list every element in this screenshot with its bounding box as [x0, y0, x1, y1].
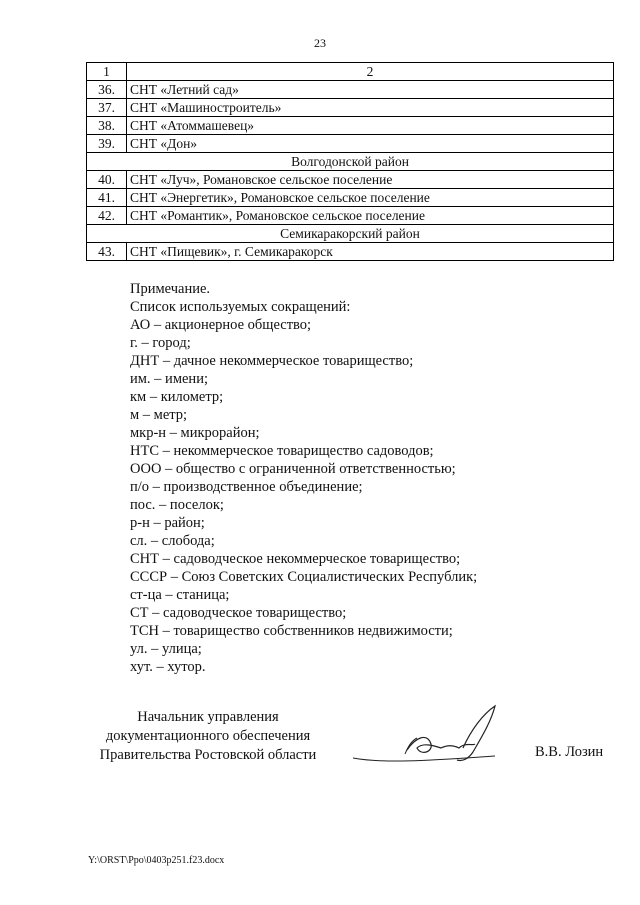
section-title: Семикаракорский район	[87, 225, 614, 243]
table-row	[87, 243, 614, 261]
abbreviation-item: СТ – садоводческое товарищество;	[130, 605, 347, 621]
header-col-1: 1	[87, 63, 127, 81]
file-path: Y:\ORST\Ppo\0403p251.f23.docx	[88, 855, 225, 866]
table-header-row	[87, 63, 614, 81]
abbreviation-item: ст-ца – станица;	[130, 587, 230, 603]
abbreviation-item: мкр-н – микрорайон;	[130, 425, 260, 441]
table-row	[87, 135, 614, 153]
signature-position	[92, 708, 324, 765]
row-number: 38.	[87, 117, 127, 135]
note-title: Примечание.	[130, 281, 211, 297]
abbreviation-item: сл. – слобода;	[130, 533, 215, 549]
position-line: Начальник управления	[137, 709, 279, 725]
section-row	[87, 225, 614, 243]
note	[130, 280, 477, 676]
abbreviation-item: ТСН – товарищество собственников недвижимости;	[130, 623, 453, 639]
row-text: СНТ «Дон»	[127, 135, 614, 153]
abbreviation-item: СССР – Союз Советских Социалистических Республик;	[130, 569, 478, 585]
note-subtitle: Список используемых сокращений:	[130, 299, 351, 315]
abbreviation-item: р-н – район;	[130, 515, 205, 531]
row-number: 43.	[87, 243, 127, 261]
row-number: 40.	[87, 171, 127, 189]
row-text: СНТ «Летний сад»	[127, 81, 614, 99]
section-row	[87, 153, 614, 171]
abbreviation-item: п/о – производственное объединение;	[130, 479, 363, 495]
table-row	[87, 117, 614, 135]
abbreviation-item: хут. – хутор.	[130, 659, 206, 675]
row-number: 37.	[87, 99, 127, 117]
table-row	[87, 81, 614, 99]
settlements-table	[86, 62, 614, 261]
abbreviation-item: ООО – общество с ограниченной ответственностью;	[130, 461, 456, 477]
row-text: СНТ «Атоммашевец»	[127, 117, 614, 135]
abbreviation-item: НТС – некоммерческое товарищество садоводов;	[130, 443, 434, 459]
handwritten-signature	[345, 698, 515, 778]
abbreviation-item: пос. – поселок;	[130, 497, 224, 513]
abbreviation-item: ДНТ – дачное некоммерческое товарищество;	[130, 353, 414, 369]
row-number: 36.	[87, 81, 127, 99]
table-row	[87, 189, 614, 207]
header-col-2: 2	[127, 63, 614, 81]
abbreviation-item: г. – город;	[130, 335, 191, 351]
row-number: 39.	[87, 135, 127, 153]
row-text: СНТ «Энергетик», Романовское сельское поселение	[127, 189, 614, 207]
abbreviation-item: им. – имени;	[130, 371, 208, 387]
row-text: СНТ «Луч», Романовское сельское поселение	[127, 171, 614, 189]
abbreviation-item: СНТ – садоводческое некоммерческое товарищество;	[130, 551, 461, 567]
row-number: 41.	[87, 189, 127, 207]
table-row	[87, 99, 614, 117]
position-line: Правительства Ростовской области	[99, 747, 317, 763]
abbreviation-item: ул. – улица;	[130, 641, 202, 657]
abbreviation-item: АО – акционерное общество;	[130, 317, 312, 333]
table-row	[87, 171, 614, 189]
row-text: СНТ «Пищевик», г. Семикаракорск	[127, 243, 614, 261]
position-line: документационного обеспечения	[105, 728, 311, 744]
signer-name: В.В. Лозин	[535, 744, 604, 760]
row-number: 42.	[87, 207, 127, 225]
section-title: Волгодонской район	[87, 153, 614, 171]
page-number: 23	[314, 36, 326, 50]
row-text: СНТ «Романтик», Романовское сельское поселение	[127, 207, 614, 225]
abbreviation-item: км – километр;	[130, 389, 224, 405]
abbreviation-list	[130, 316, 477, 676]
abbreviation-item: м – метр;	[130, 407, 188, 423]
table-row	[87, 207, 614, 225]
row-text: СНТ «Машиностроитель»	[127, 99, 614, 117]
